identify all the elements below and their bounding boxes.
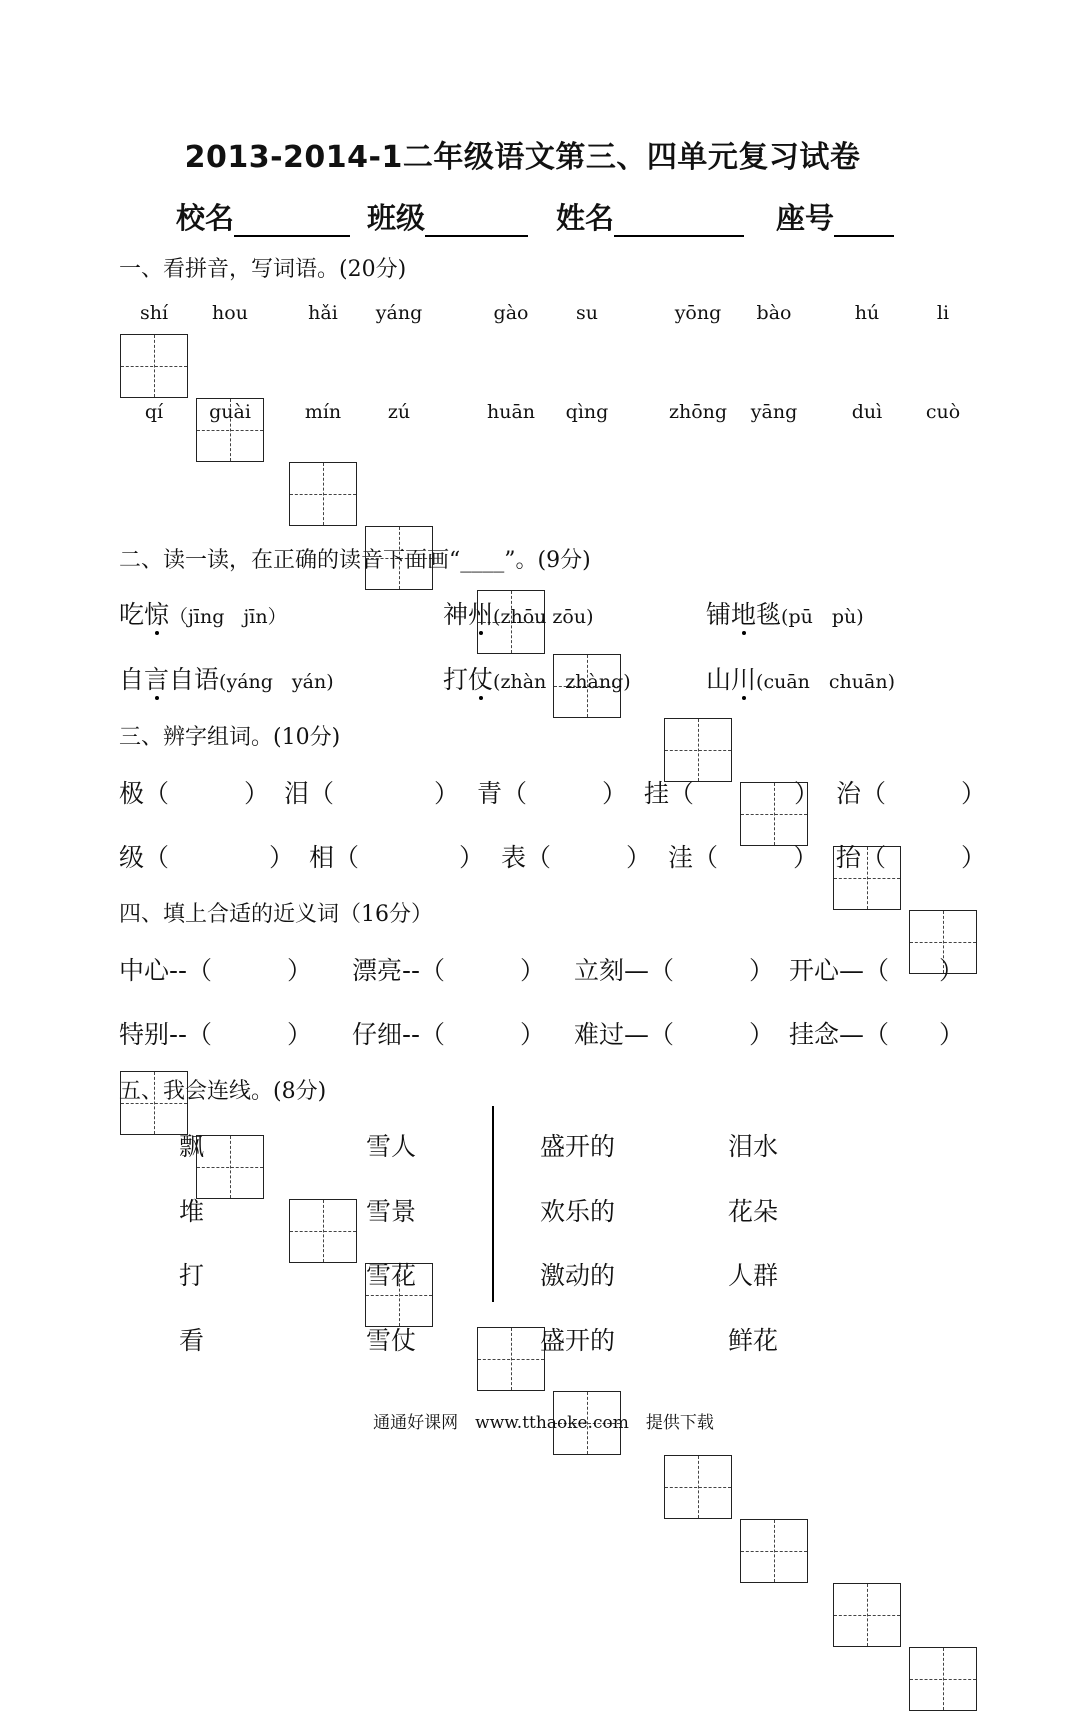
pinyin-label: hou [212, 302, 248, 324]
synonym-item[interactable]: 开心—（ ） [789, 956, 965, 985]
reading-pinyin: (pū pù) [781, 606, 864, 628]
pinyin-label: shí [139, 302, 169, 324]
reading-pinyin: (zhàn zhàng) [493, 671, 631, 693]
pinyin-label: bào [756, 302, 792, 324]
reading-pinyin: (zhōu zōu) [493, 606, 594, 628]
match-left-word[interactable]: 盛开的 [540, 1132, 616, 1161]
pinyin-label: li [936, 302, 950, 324]
match-left-word[interactable]: 打 [179, 1261, 205, 1290]
pinyin-label: duì [851, 401, 883, 423]
dotted-char[interactable]: 川 [731, 665, 757, 694]
section-3-heading: 三、辨字组词。(10分) [119, 725, 341, 750]
school-field [176, 196, 350, 237]
tianzige-box[interactable] [833, 1583, 901, 1647]
reading-item: 神州(zhōu zōu) [443, 600, 594, 629]
tianzige-box[interactable] [120, 334, 188, 398]
bianzi-item[interactable]: 青（ ） [477, 779, 628, 808]
pinyin-label: gào [493, 302, 529, 324]
name-label: 姓名 [556, 201, 615, 235]
match-left-word[interactable]: 欢乐的 [540, 1197, 616, 1226]
footer-text: 通通好课网 www.tthaoke.com 提供下载 [373, 1413, 714, 1433]
reading-item: 铺地毯(pū pù) [706, 600, 864, 629]
name-blank[interactable] [614, 205, 744, 237]
synonym-item[interactable]: 特别--（ ） [119, 1020, 313, 1049]
pinyin-label: qí [144, 401, 164, 423]
school-label: 校名 [176, 201, 235, 235]
match-right-word[interactable]: 雪景 [366, 1197, 417, 1226]
match-right-word[interactable]: 雪仗 [366, 1326, 417, 1355]
match-right-word[interactable]: 雪花 [366, 1261, 417, 1290]
dotted-char[interactable]: 州 [468, 600, 494, 629]
seat-field [776, 196, 894, 237]
page-title: 2013-2014-1二年级语文第三、四单元复习试卷 [184, 140, 861, 175]
school-blank[interactable] [234, 205, 350, 237]
pinyin-label: yáng [375, 302, 423, 324]
bianzi-item[interactable]: 挂（ ） [644, 779, 820, 808]
column-divider [492, 1106, 494, 1302]
pinyin-label: hǎi [308, 302, 338, 324]
bianzi-item[interactable]: 洼（ ） [668, 843, 819, 872]
tianzige-box[interactable] [664, 1455, 732, 1519]
match-right-word[interactable]: 雪人 [366, 1132, 417, 1161]
reading-pinyin: （jīng jīn） [169, 606, 287, 628]
section-5-heading: 五、我会连线。(8分) [119, 1079, 327, 1104]
match-left-word[interactable]: 盛开的 [540, 1326, 616, 1355]
pinyin-label: hú [854, 302, 880, 324]
match-left-word[interactable]: 飘 [179, 1132, 205, 1161]
synonym-item[interactable]: 立刻—（ ） [574, 956, 775, 985]
bianzi-item[interactable]: 相（ ） [309, 843, 485, 872]
pinyin-label: guài [209, 401, 251, 423]
class-blank[interactable] [425, 205, 528, 237]
pinyin-label: su [576, 302, 598, 324]
section-1-heading: 一、看拼音，写词语。(20分) [119, 257, 407, 282]
dotted-char[interactable]: 地 [731, 600, 757, 629]
reading-pinyin: (yáng yán) [219, 671, 334, 693]
tianzige-box[interactable] [909, 1647, 977, 1711]
pinyin-label: zú [387, 401, 411, 423]
match-right-word[interactable]: 鲜花 [728, 1326, 779, 1355]
bianzi-item[interactable]: 级（ ） [119, 843, 295, 872]
pinyin-label: mín [304, 401, 342, 423]
synonym-item[interactable]: 挂念—（ ） [789, 1020, 965, 1049]
reading-item: 打仗(zhàn zhàng) [443, 665, 631, 694]
name-field [556, 196, 744, 237]
match-left-word[interactable]: 激动的 [540, 1261, 616, 1290]
tianzige-box[interactable] [289, 462, 357, 526]
synonym-item[interactable]: 难过—（ ） [574, 1020, 775, 1049]
pinyin-label: qìng [565, 401, 609, 423]
reading-pinyin: (cuān chuān) [756, 671, 895, 693]
match-right-word[interactable]: 泪水 [728, 1132, 779, 1161]
tianzige-box[interactable] [196, 1135, 264, 1199]
section-4-heading: 四、填上合适的近义词（16分） [119, 902, 433, 927]
class-label: 班级 [367, 201, 426, 235]
class-field [367, 196, 528, 237]
bianzi-item[interactable]: 治（ ） [836, 779, 987, 808]
seat-blank[interactable] [834, 205, 894, 237]
dotted-char[interactable]: 言 [144, 665, 170, 694]
pinyin-label: yōng [674, 302, 722, 324]
pinyin-label: huān [486, 401, 536, 423]
bianzi-item[interactable]: 泪（ ） [284, 779, 460, 808]
synonym-item[interactable]: 中心--（ ） [119, 956, 313, 985]
synonym-item[interactable]: 漂亮--（ ） [352, 956, 546, 985]
match-right-word[interactable]: 花朵 [728, 1197, 779, 1226]
reading-item: 自言自语(yáng yán) [119, 665, 334, 694]
match-right-word[interactable]: 人群 [728, 1261, 779, 1290]
bianzi-item[interactable]: 抬（ ） [836, 843, 987, 872]
tianzige-box[interactable] [664, 718, 732, 782]
dotted-char[interactable]: 惊 [144, 600, 170, 629]
tianzige-box[interactable] [477, 1327, 545, 1391]
section-2-heading: 二、读一读，在正确的读音下面画“____”。(9分) [119, 548, 591, 573]
reading-item: 吃惊（jīng jīn） [119, 600, 287, 629]
tianzige-box[interactable] [289, 1199, 357, 1263]
synonym-item[interactable]: 仔细--（ ） [352, 1020, 546, 1049]
bianzi-item[interactable]: 表（ ） [501, 843, 652, 872]
pinyin-label: cuò [925, 401, 961, 423]
reading-item: 山川(cuān chuān) [706, 665, 895, 694]
dotted-char[interactable]: 仗 [468, 665, 494, 694]
seat-label: 座号 [776, 201, 835, 235]
pinyin-label: zhōng [668, 401, 728, 423]
tianzige-box[interactable] [740, 1519, 808, 1583]
pinyin-label: yāng [750, 401, 798, 423]
bianzi-item[interactable]: 极（ ） [119, 779, 270, 808]
match-left-word[interactable]: 堆 [179, 1197, 205, 1226]
match-left-word[interactable]: 看 [179, 1326, 205, 1355]
